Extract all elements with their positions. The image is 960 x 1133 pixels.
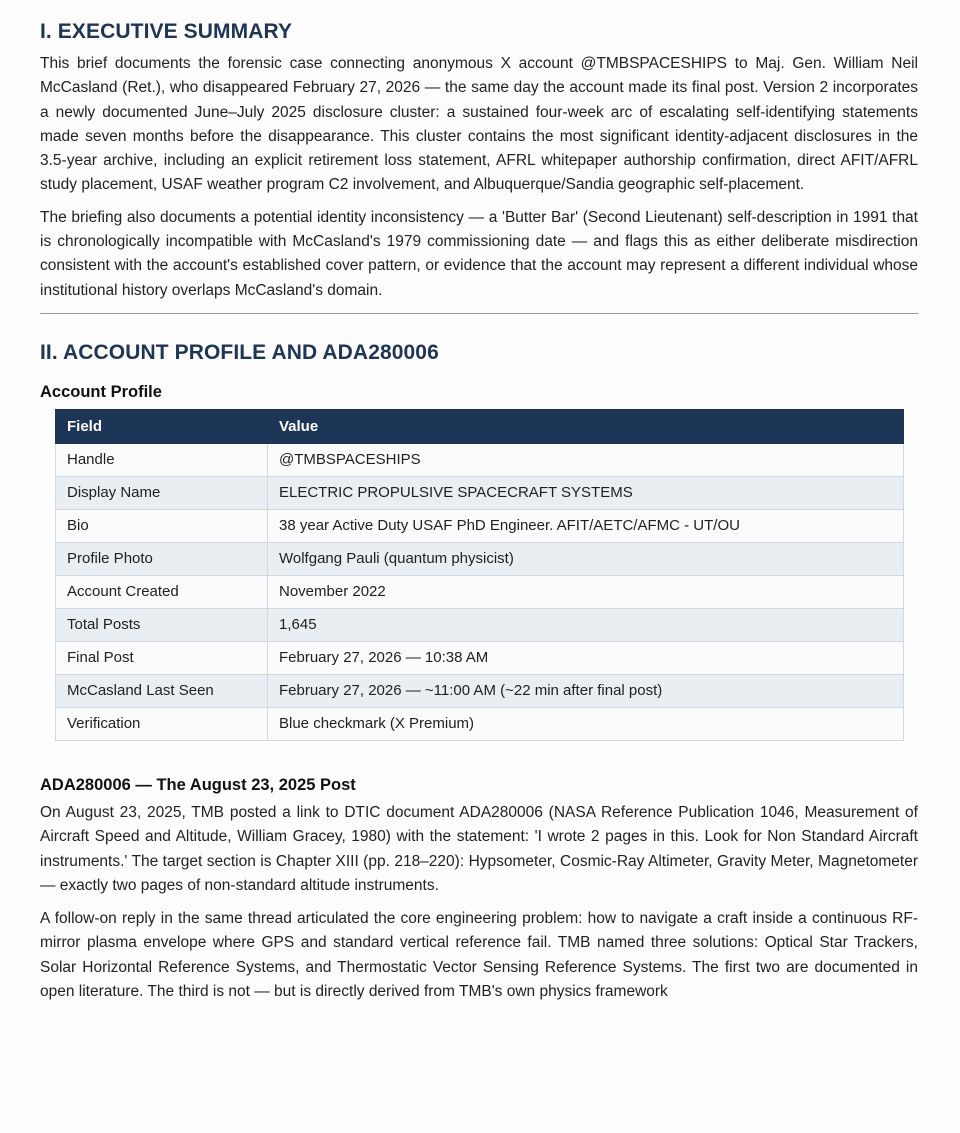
value-cell: February 27, 2026 — ~11:00 AM (~22 min after final post) (268, 674, 904, 707)
table-row (56, 707, 904, 740)
table-row (56, 641, 904, 674)
table-row (56, 476, 904, 509)
ada280006-heading: ADA280006 — The August 23, 2025 Post (40, 775, 356, 794)
table-row (56, 509, 904, 542)
table-row (56, 674, 904, 707)
field-cell: Account Created (56, 575, 268, 608)
ada280006-paragraph-2: A follow-on reply in the same thread articulated the core engineering problem: how to navigate a craft inside a continuous RF-mirror plasma envelope where GPS and standard vertical reference fail. TMB named three solutions: Optical Star Trackers, Solar Horizontal Reference Systems, and Thermostatic Vector Sensing Reference Systems. The first two are documented in open literature. The third is not — but is directly derived from TMB's own physics framework (40, 910, 918, 1001)
value-cell: November 2022 (268, 575, 904, 608)
value-cell: ELECTRIC PROPULSIVE SPACECRAFT SYSTEMS (268, 476, 904, 509)
account-profile-table (55, 409, 904, 741)
table-header-field: Field (56, 409, 268, 443)
table-row (56, 575, 904, 608)
section-1-title: I. EXECUTIVE SUMMARY (40, 20, 293, 43)
value-cell: Wolfgang Pauli (quantum physicist) (268, 542, 904, 575)
ada280006-paragraph-1: On August 23, 2025, TMB posted a link to DTIC document ADA280006 (NASA Reference Publication 1046, Measurement of Aircraft Speed and Altitude, William Gracey, 1980) with the statement: 'I wrote 2 pages in this. Look for Non Standard Aircraft instruments.' The target section is Chapter XIII (pp. 218–220): Hypsometer, Cosmic-Ray Altimeter, Gravity Meter, Magnetometer — exactly two pages of non-standard altitude instruments. (40, 803, 918, 894)
value-cell: 38 year Active Duty USAF PhD Engineer. AFIT/AETC/AFMC - UT/OU (268, 509, 904, 542)
field-cell: Total Posts (56, 608, 268, 641)
field-cell: Verification (56, 707, 268, 740)
executive-summary-paragraph-1: This brief documents the forensic case connecting anonymous X account @TMBSPACESHIPS to Maj. Gen. William Neil McCasland (Ret.), who disappeared February 27, 2026 — the same day the account made its final post. Version 2 incorporates a newly documented June–July 2025 disclosure cluster: a sustained four-week arc of escalating self-identifying statements made seven months before the disappearance. This cluster contains the most significant identity-adjacent disclosures in the 3.5-year archive, including an explicit retirement loss statement, AFRL whitepaper authorship confirmation, direct AFIT/AFRL study placement, USAF weather program C2 involvement, and Albuquerque/Sandia geographic self-placement. (40, 55, 918, 194)
table-row (56, 608, 904, 641)
field-cell: Display Name (56, 476, 268, 509)
section-divider (40, 313, 918, 314)
value-cell: 1,645 (268, 608, 904, 641)
table-header-value: Value (268, 409, 904, 443)
value-cell: February 27, 2026 — 10:38 AM (268, 641, 904, 674)
account-profile-heading: Account Profile (40, 382, 162, 401)
field-cell: Bio (56, 509, 268, 542)
field-cell: Handle (56, 443, 268, 476)
section-2-title: II. ACCOUNT PROFILE AND ADA280006 (40, 340, 439, 364)
field-cell: Final Post (56, 641, 268, 674)
value-cell: @TMBSPACESHIPS (268, 443, 904, 476)
field-cell: Profile Photo (56, 542, 268, 575)
value-cell: Blue checkmark (X Premium) (268, 707, 904, 740)
table-header-row (56, 409, 904, 443)
executive-summary-paragraph-2: The briefing also documents a potential identity inconsistency — a 'Butter Bar' (Second Lieutenant) self-description in 1991 that is chronologically incompatible with McCasland's 1979 commissioning date — and flags this as either deliberate misdirection consistent with the account's established cover pattern, or evidence that the account may represent a different individual whose institutional history overlaps McCasland's domain. (40, 208, 918, 299)
table-row (56, 443, 904, 476)
field-cell: McCasland Last Seen (56, 674, 268, 707)
table-row (56, 542, 904, 575)
